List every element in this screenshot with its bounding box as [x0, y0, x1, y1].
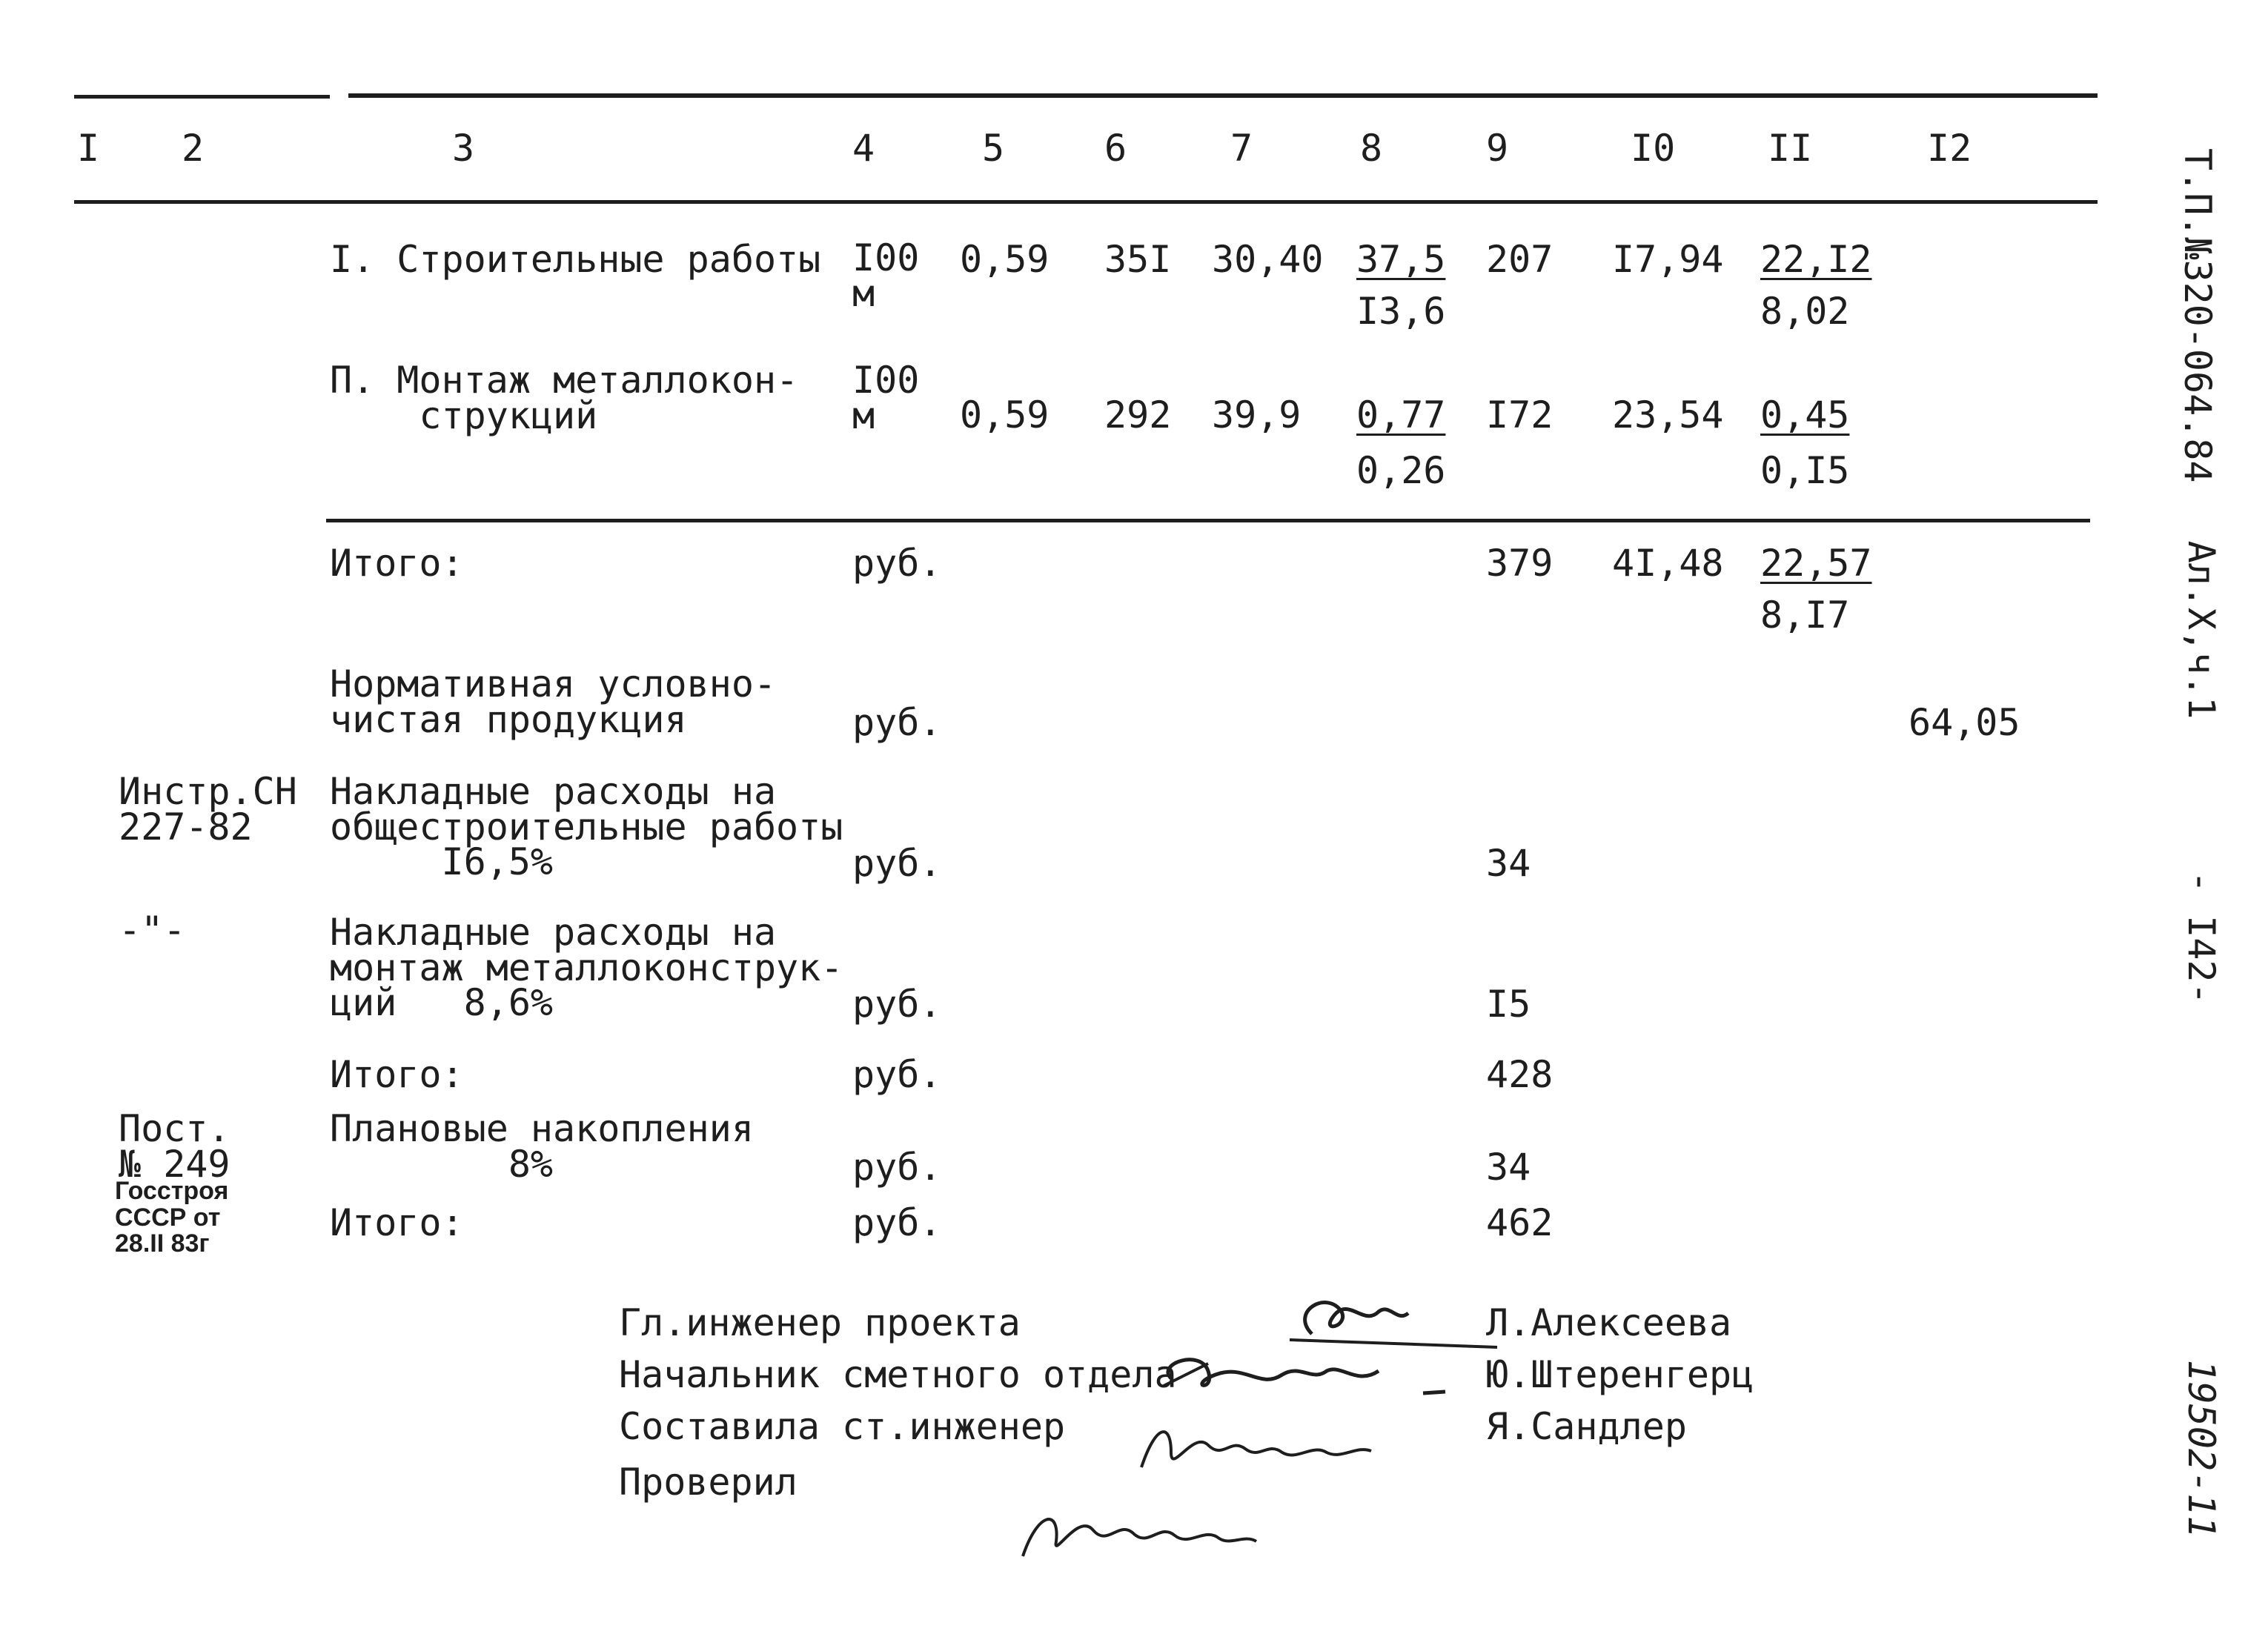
- unit: руб.: [852, 1053, 942, 1096]
- col-header-12: I2: [1927, 127, 1972, 170]
- signature-role: Проверил: [619, 1461, 798, 1504]
- unit: руб.: [852, 1201, 942, 1244]
- cell-col11-top: 0,45: [1760, 394, 1850, 436]
- cell-col9: 34: [1486, 1146, 1531, 1189]
- basis-reference: Пост. № 249: [119, 1107, 231, 1186]
- cell-col11-bottom: 8,02: [1760, 290, 1850, 333]
- col-header-8: 8: [1360, 127, 1383, 170]
- work-name: I. Строительные работы: [330, 238, 821, 281]
- cell-col9: 428: [1486, 1053, 1554, 1096]
- cell-col10: 23,54: [1612, 394, 1724, 436]
- cell-col9: 34: [1486, 842, 1531, 885]
- cell-col9: 207: [1486, 238, 1554, 281]
- cell-col11-top: 22,57: [1760, 542, 1872, 585]
- unit: руб.: [852, 842, 942, 885]
- signature-role: Гл.инженер проекта: [619, 1301, 1021, 1344]
- unit: руб.: [852, 701, 942, 744]
- basis-ditto: -"-: [119, 909, 186, 952]
- handwritten-signature: [1008, 1490, 1275, 1571]
- total-label: Итого:: [330, 542, 464, 585]
- col-header-7: 7: [1230, 127, 1253, 170]
- unit: руб.: [852, 542, 942, 585]
- col-header-5: 5: [982, 127, 1005, 170]
- cell-col11-top: 22,I2: [1760, 238, 1872, 281]
- cell-col11-bottom: 8,I7: [1760, 594, 1850, 637]
- cell-col8-bottom: I3,6: [1356, 290, 1446, 333]
- top-rule: [74, 95, 330, 99]
- unit: I00 м: [852, 359, 920, 437]
- unit: руб.: [852, 983, 942, 1026]
- cell-col9: I72: [1486, 394, 1554, 436]
- cell-col7: 30,40: [1212, 238, 1324, 281]
- col-header-1: I: [77, 127, 100, 170]
- album-reference: Ал.Х,ч.1: [2180, 540, 2223, 720]
- cell-col7: 39,9: [1212, 394, 1302, 436]
- cell-col8-bottom: 0,26: [1356, 449, 1446, 492]
- cell-col6: 292: [1104, 394, 1172, 436]
- work-name: П. Монтаж металлокон- струкций: [330, 359, 799, 437]
- cell-col5: 0,59: [960, 394, 1050, 436]
- signature-role: Составила ст.инженер: [619, 1405, 1066, 1448]
- normative-label: Нормативная условно- чистая продукция: [330, 663, 777, 741]
- total-label: Итого:: [330, 1053, 464, 1096]
- page-number: - I42-: [2180, 871, 2223, 1005]
- cell-col11-bottom: 0,I5: [1760, 449, 1850, 492]
- unit: I00 м: [852, 236, 920, 315]
- cell-col9: 462: [1486, 1201, 1554, 1244]
- handwritten-signature: [1141, 1334, 1468, 1415]
- col-header-6: 6: [1104, 127, 1127, 170]
- section-rule: [326, 519, 2090, 522]
- signature-role: Начальник сметного отдела: [619, 1353, 1177, 1396]
- cell-col6: 35I: [1104, 238, 1172, 281]
- planned-label: Плановые накопления 8%: [330, 1107, 754, 1186]
- basis-reference: Инстр.СН 227-82: [119, 770, 297, 849]
- overhead-label: Накладные расходы на монтаж металлоконструк- ций 8,6%: [330, 911, 843, 1024]
- cell-col12: 64,05: [1909, 701, 2020, 744]
- cell-col5: 0,59: [960, 238, 1050, 281]
- header-rule: [74, 200, 2098, 204]
- total-label: Итого:: [330, 1201, 464, 1244]
- unit: руб.: [852, 1146, 942, 1189]
- document-number: 19502-11: [2180, 1359, 2223, 1538]
- col-header-2: 2: [182, 127, 205, 170]
- col-header-10: I0: [1631, 127, 1676, 170]
- project-code: Т.П.№320-064.84: [2176, 148, 2219, 483]
- cell-col8-top: 0,77: [1356, 394, 1446, 436]
- signature-name: Я.Сандлер: [1486, 1405, 1687, 1448]
- cell-col9: 379: [1486, 542, 1554, 585]
- signature-name: Л.Алексеева: [1486, 1301, 1732, 1344]
- handwritten-signature: [1119, 1408, 1401, 1490]
- col-header-11: II: [1768, 127, 1813, 170]
- col-header-9: 9: [1486, 127, 1509, 170]
- cell-col9: I5: [1486, 983, 1531, 1026]
- cell-col10: I7,94: [1612, 238, 1724, 281]
- cell-col10: 4I,48: [1612, 542, 1724, 585]
- basis-handwritten-note: Госстроя СССР от 28.II 83г: [115, 1177, 229, 1258]
- signature-name: Ю.Штеренгерц: [1486, 1353, 1754, 1396]
- overhead-label: Накладные расходы на общестроительные работы I6,5%: [330, 770, 843, 883]
- col-header-3: 3: [452, 127, 475, 170]
- col-header-4: 4: [852, 127, 875, 170]
- top-rule: [348, 93, 2098, 98]
- cell-col8-top: 37,5: [1356, 238, 1446, 281]
